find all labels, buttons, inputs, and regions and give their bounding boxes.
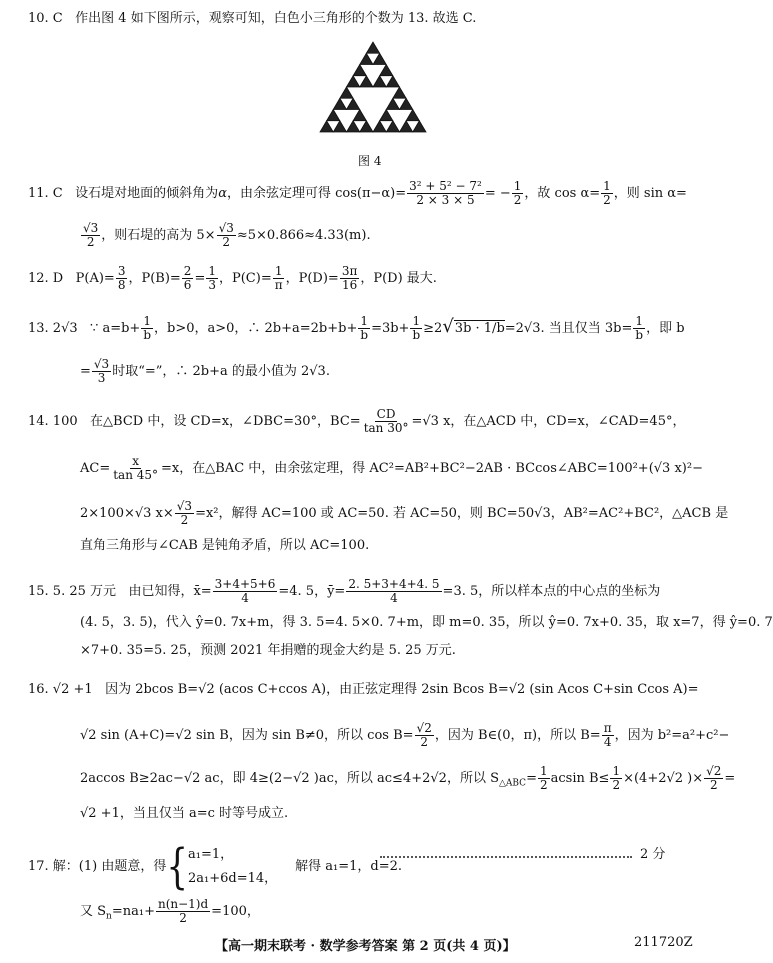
q11-frac5: $\frac{√3}{2}$ bbox=[218, 221, 234, 249]
figure-triangle bbox=[353, 110, 366, 121]
figure-triangle bbox=[360, 76, 373, 87]
q17-brace: { bbox=[166, 839, 188, 895]
figure-triangle bbox=[333, 98, 346, 109]
q11-text-d: ，故 cos α= bbox=[524, 186, 601, 201]
q14-line1: 14. 100 在△BCD 中，设 CD=x，∠DBC=30°，BC= $\frac{CD}{\tan 30^\circ}$ =√3 x，在△ACD 中，CD=x，∠CAD=45°， bbox=[28, 407, 686, 435]
figure-triangle bbox=[347, 98, 360, 109]
figure-triangle bbox=[327, 110, 340, 121]
q11-text-g: ≈5×0.866≈4.33(m). bbox=[236, 228, 371, 243]
figure-triangle bbox=[400, 98, 413, 109]
figure-triangle bbox=[413, 121, 426, 132]
figure-triangle bbox=[360, 121, 373, 132]
figure-triangle bbox=[400, 121, 413, 132]
q16-line4: √2 +1，当且仅当 a=c 时等号成立. bbox=[80, 806, 289, 821]
figure-triangle bbox=[373, 76, 386, 87]
q10-line bbox=[28, 10, 476, 28]
figure-triangle bbox=[386, 76, 399, 87]
q16-line1: 16. √2 +1 因为 2bcos B=√2 (acos C+ccos A)，由正弦定理得 2sin Bcos B=√2 (sin Acos C+sin Ccos A)= bbox=[28, 682, 699, 697]
q11-text-f: ，则石堤的高为 5× bbox=[101, 228, 216, 243]
figure-triangle bbox=[386, 121, 399, 132]
q12-label: 12. D bbox=[28, 271, 64, 286]
q15-line3: ×7+0. 35=5. 25，预测 2021 年捐赠的现金大约是 5. 25 万元. bbox=[80, 643, 456, 658]
q11-frac4: $\frac{√3}{2}$ bbox=[83, 221, 99, 249]
q16-line3: 2accos B≥2ac−√2 ac，即 4≥(2−√2 )ac，所以 ac≤4+2√2，所以 $S_{\triangle ABC}=$ $\frac{1}{2}$ acsin B≤ $\frac{1}{2}$ ×(4+2√2 )× $\frac{√2}{2}$ = bbox=[80, 764, 736, 792]
q13-label: 13. 2√3 bbox=[28, 321, 78, 336]
figure-triangle bbox=[347, 121, 360, 132]
q11-text-a: 设石堤对地面的倾斜角为 bbox=[75, 186, 219, 201]
figure-triangle bbox=[406, 110, 419, 121]
q17-line1 bbox=[28, 839, 403, 895]
figure-triangle bbox=[347, 76, 360, 87]
q17-label: 17. 解：(1) 由题意，得 bbox=[28, 859, 167, 874]
figure-triangle bbox=[393, 87, 406, 98]
figure-triangle bbox=[353, 65, 366, 76]
q17-line2: 又 $S_n=na_1+$ $\frac{n(n-1)d}{2}$ =100， bbox=[80, 897, 260, 925]
q11-line2 bbox=[80, 222, 371, 249]
q11-line1: 11. C 设石堤对地面的倾斜角为α，由余弦定理可得 cos(π−α)= $\frac{\text{3² + 5² − 7²}}{2 \times 3 \times 5}$ = − $\frac{1}{2}$ ，故 cos α= $\frac{1}{2}$ ，则 sin α= bbox=[28, 179, 687, 207]
score-leader-dots bbox=[380, 852, 632, 858]
figure-triangle bbox=[333, 121, 346, 132]
figure-triangle bbox=[320, 121, 333, 132]
figure-triangle bbox=[366, 42, 379, 53]
figure-triangle bbox=[340, 87, 353, 98]
figure-triangle bbox=[360, 53, 373, 64]
q15-line1: 15. 5. 25 万元 由已知得，x̄= $\frac{3+4+5+6}{4}$ =4. 5，ȳ= $\frac{2. 5+3+4+4. 5}{4}$ =3. 5，所以样本点的中心点的坐标为 bbox=[28, 577, 661, 605]
q14-line3: 2×100×√3 x× $\frac{√3}{2}$ =x²，解得 AC=100 或 AC=50. 若 AC=50，则 BC=50√3，AB²=AC²+BC²，△ACB 是 bbox=[80, 499, 729, 527]
q15-label: 15. 5. 25 万元 bbox=[28, 584, 117, 599]
q14-label: 14. 100 bbox=[28, 414, 78, 429]
figure-triangle bbox=[386, 98, 399, 109]
q13-line2: = $\frac{√3}{3}$ 时取“=”，∴ 2b+a 的最小值为 2√3. bbox=[80, 357, 330, 385]
q16-label: 16. √2 +1 bbox=[28, 682, 93, 697]
q10-text: 作出图 4 如下图所示，观察可知，白色小三角形的个数为 13. 故选 C. bbox=[75, 11, 477, 26]
triangle-figure bbox=[318, 40, 428, 135]
q17-score: 2 分 bbox=[640, 847, 666, 862]
q14-line4: 直角三角形与∠CAB 是钝角矛盾，所以 AC=100. bbox=[80, 538, 370, 553]
q16-line2: √2 sin (A+C)=√2 sin B，因为 sin B≠0，所以 cos B= $\frac{√2}{2}$ ，因为 B∈(0，π)，所以 B= $\frac{\pi}{4}$ ，因为 b²=a²+c²− bbox=[80, 721, 730, 749]
q11-frac3: $\frac{1}{2}$ bbox=[603, 179, 611, 207]
figure-triangle bbox=[373, 53, 386, 64]
q11-text-c: = − bbox=[484, 186, 511, 201]
figure-triangle bbox=[380, 110, 393, 121]
q11-text-b: ，由余弦定理可得 cos(π−α)= bbox=[226, 186, 407, 201]
q11-text-e: ，则 sin α= bbox=[613, 186, 687, 201]
q12-line: 12. D P(A)= $\frac{3}{8}$ ，P(B)= $\frac{2}{6}$ = $\frac{1}{3}$ ，P(C)= $\frac{1}{\pi}$ ，P(D)= $\frac{3\pi}{16}$ ，P(D) 最大. bbox=[28, 264, 437, 292]
q17-system: a₁=1， 2a₁+6d=14， bbox=[188, 847, 278, 886]
q10-label: 10. C bbox=[28, 11, 63, 26]
figure-caption: 图 4 bbox=[358, 154, 382, 168]
figure-triangle bbox=[373, 121, 386, 132]
q14-line2: AC= $\frac{x}{\tan 45^\circ}$ =x，在△BAC 中，由余弦定理，得 AC²=AB²+BC²−2AB · BCcos∠ABC=100²+(√3 x)²− bbox=[80, 454, 703, 482]
q17-solve: 解得 a₁=1，d=2. bbox=[295, 859, 403, 874]
q13-line1: 13. 2√3 ∵ a=b+ $\frac{1}{b}$ ，b>0，a>0，∴ 2b+a=2b+b+ $\frac{1}{b}$ =3b+ $\frac{1}{b}$ ≥2√3b · 1/b=2√3. 当且仅当 3b= $\frac{1}{b}$ ，即 b bbox=[28, 314, 685, 342]
footer-code: 211720Z bbox=[634, 935, 693, 950]
footer-title: 【高一期末联考 · 数学参考答案 第 2 页(共 4 页)】 bbox=[215, 939, 516, 954]
q11-frac2: $\frac{1}{2}$ bbox=[513, 179, 522, 207]
q11-frac1: $\frac{\text{3² + 5² − 7²}}{2 \times 3 \times 5}$ bbox=[409, 179, 482, 207]
q15-line2: (4. 5，3. 5)，代入 ŷ=0. 7x+m，得 3. 5=4. 5×0. 7+m，即 m=0. 35，所以 ŷ=0. 7x+0. 35，取 x=7，得 ŷ=0. 7 bbox=[80, 615, 773, 630]
q11-label: 11. C bbox=[28, 186, 63, 201]
figure-triangle bbox=[380, 65, 393, 76]
